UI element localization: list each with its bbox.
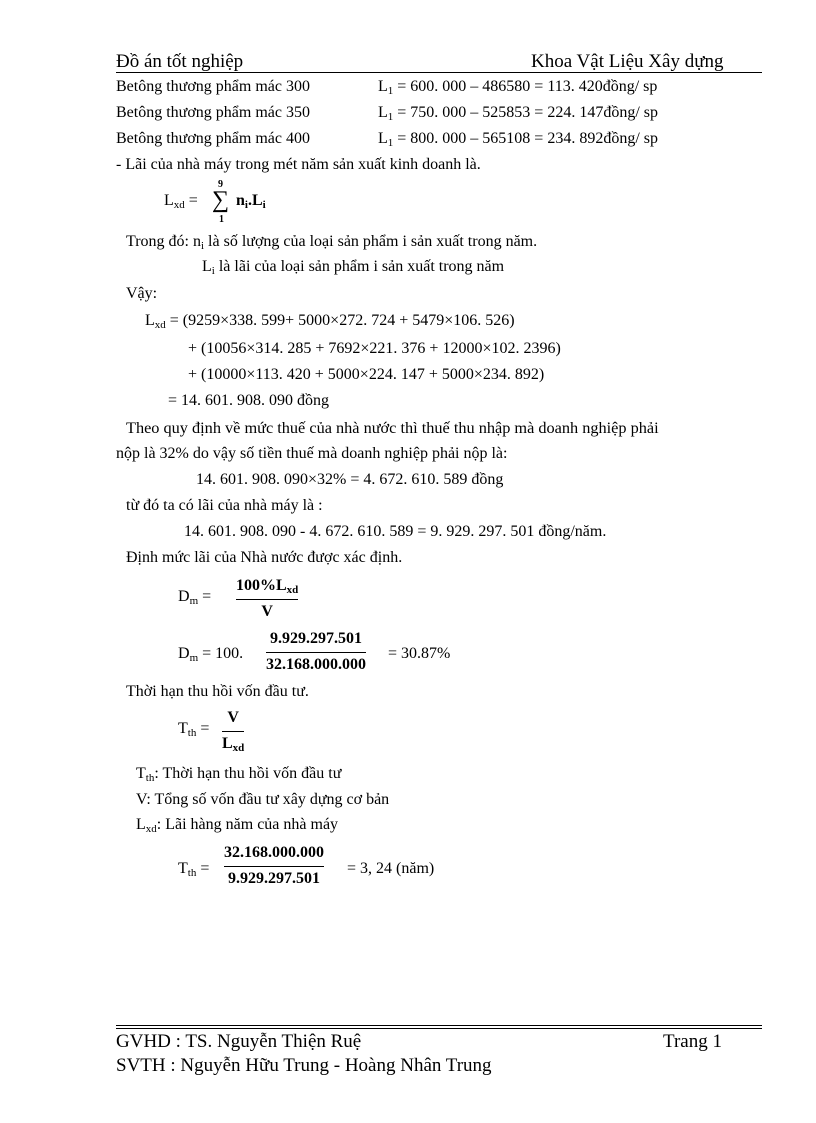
norm-fraction-2: 9.929.297.501 32.168.000.000 — [266, 630, 366, 673]
norm-intro: Định mức lãi của Nhà nước được xác định. — [126, 549, 403, 566]
tax-paragraph-2: nộp là 32% do vậy số tiền thuế mà doanh nghiệp phải nộp là: — [116, 445, 508, 462]
payback-result: = 3, 24 (năm) — [347, 860, 435, 877]
calc-line-3: + (10000×113. 420 + 5000×224. 147 + 5000×234. 892) — [188, 366, 545, 383]
concrete-formula: $L_1 = 800$. 000 – 565108 = 234. 892đồng/ sp — [378, 130, 658, 149]
concrete-formula: $L_1 = 750$. 000 – 525853 = 224. 147đồng/ sp — [378, 104, 658, 123]
payback-lhs-2: $T_{th}$ = — [178, 860, 210, 879]
payback-def-2: V: Tổng số vốn đầu tư xây dựng cơ bản — [136, 791, 390, 808]
footer-rule-top — [116, 1025, 762, 1026]
calc-line-2: + (10056×314. 285 + 7692×221. 376 + 12000×102. 2396) — [188, 340, 561, 357]
footer-page-number: Trang 1 — [663, 1031, 722, 1052]
payback-intro: Thời hạn thu hồi vốn đầu tư. — [126, 683, 309, 700]
sum-lower: 1 — [219, 214, 224, 225]
header-rule — [116, 72, 762, 73]
header-right: Khoa Vật Liệu Xây dựng — [531, 51, 724, 72]
payback-def-3: $L_{xd}$: Lãi hàng năm của nhà máy — [136, 816, 339, 835]
net-profit-equation: 14. 601. 908. 090 - 4. 672. 610. 589 = 9. 929. 297. 501 đồng/năm. — [184, 523, 607, 540]
concrete-label: Betông thương phẩm mác 350 — [116, 104, 310, 121]
concrete-formula: $L_1 = 600$. 000 – 486580 = 113. 420đồng/ sp — [378, 78, 658, 97]
tax-paragraph-3: từ đó ta có lãi của nhà máy là : — [126, 497, 323, 514]
calc-line-4: = 14. 601. 908. 090 đồng — [168, 392, 330, 409]
payback-fraction: V $L_{xd}$ — [222, 709, 245, 754]
norm-fraction-1: $100\%L_{xd}$ V — [236, 577, 299, 620]
profit-intro: - Lãi của nhà máy trong mét năm sản xuất kinh doanh là. — [116, 156, 481, 173]
where-line-1: Trong đó: $n_i$ là số lượng của loại sản phẩm i sản xuất trong năm. — [126, 233, 538, 252]
footer-rule-bottom — [116, 1028, 762, 1029]
calc-line-1: $L_{xd} = (9259\times 338$. 599+ 5000×272. 724 + 5479×106. 526) — [145, 312, 515, 331]
payback-def-1: $T_{th}$: Thời hạn thu hồi vốn đầu tư — [136, 765, 342, 784]
payback-fraction-2: 32.168.000.000 9.929.297.501 — [224, 844, 324, 887]
norm-lhs-2: $D_m = 100$. — [178, 645, 244, 664]
concrete-label: Betông thương phẩm mác 400 — [116, 130, 310, 147]
footer-svth: SVTH : Nguyễn Hữu Trung - Hoàng Nhân Trung — [116, 1055, 492, 1076]
header-left: Đồ án tốt nghiệp — [116, 51, 244, 72]
where-line-2: $L_i$ là lãi của loại sản phẩm i sản xuất trong năm — [202, 258, 505, 277]
concrete-label: Betông thương phẩm mác 300 — [116, 78, 310, 95]
payback-lhs: $T_{th}$ = — [178, 720, 210, 739]
norm-lhs-1: $D_m$ = — [178, 588, 212, 607]
vay-label: Vậy: — [126, 285, 158, 302]
norm-result: = 30.87% — [388, 645, 451, 662]
footer-gvhd: GVHD : TS. Nguyễn Thiện Ruệ — [116, 1031, 362, 1052]
sum-upper: 9 — [218, 179, 223, 190]
tax-paragraph-1: Theo quy định về mức thuế của nhà nước thì thuế thu nhập mà doanh nghiệp phải — [126, 418, 659, 437]
tax-equation: 14. 601. 908. 090×32% = 4. 672. 610. 589 đồng — [196, 471, 504, 488]
sigma-icon: ∑ — [212, 187, 230, 213]
